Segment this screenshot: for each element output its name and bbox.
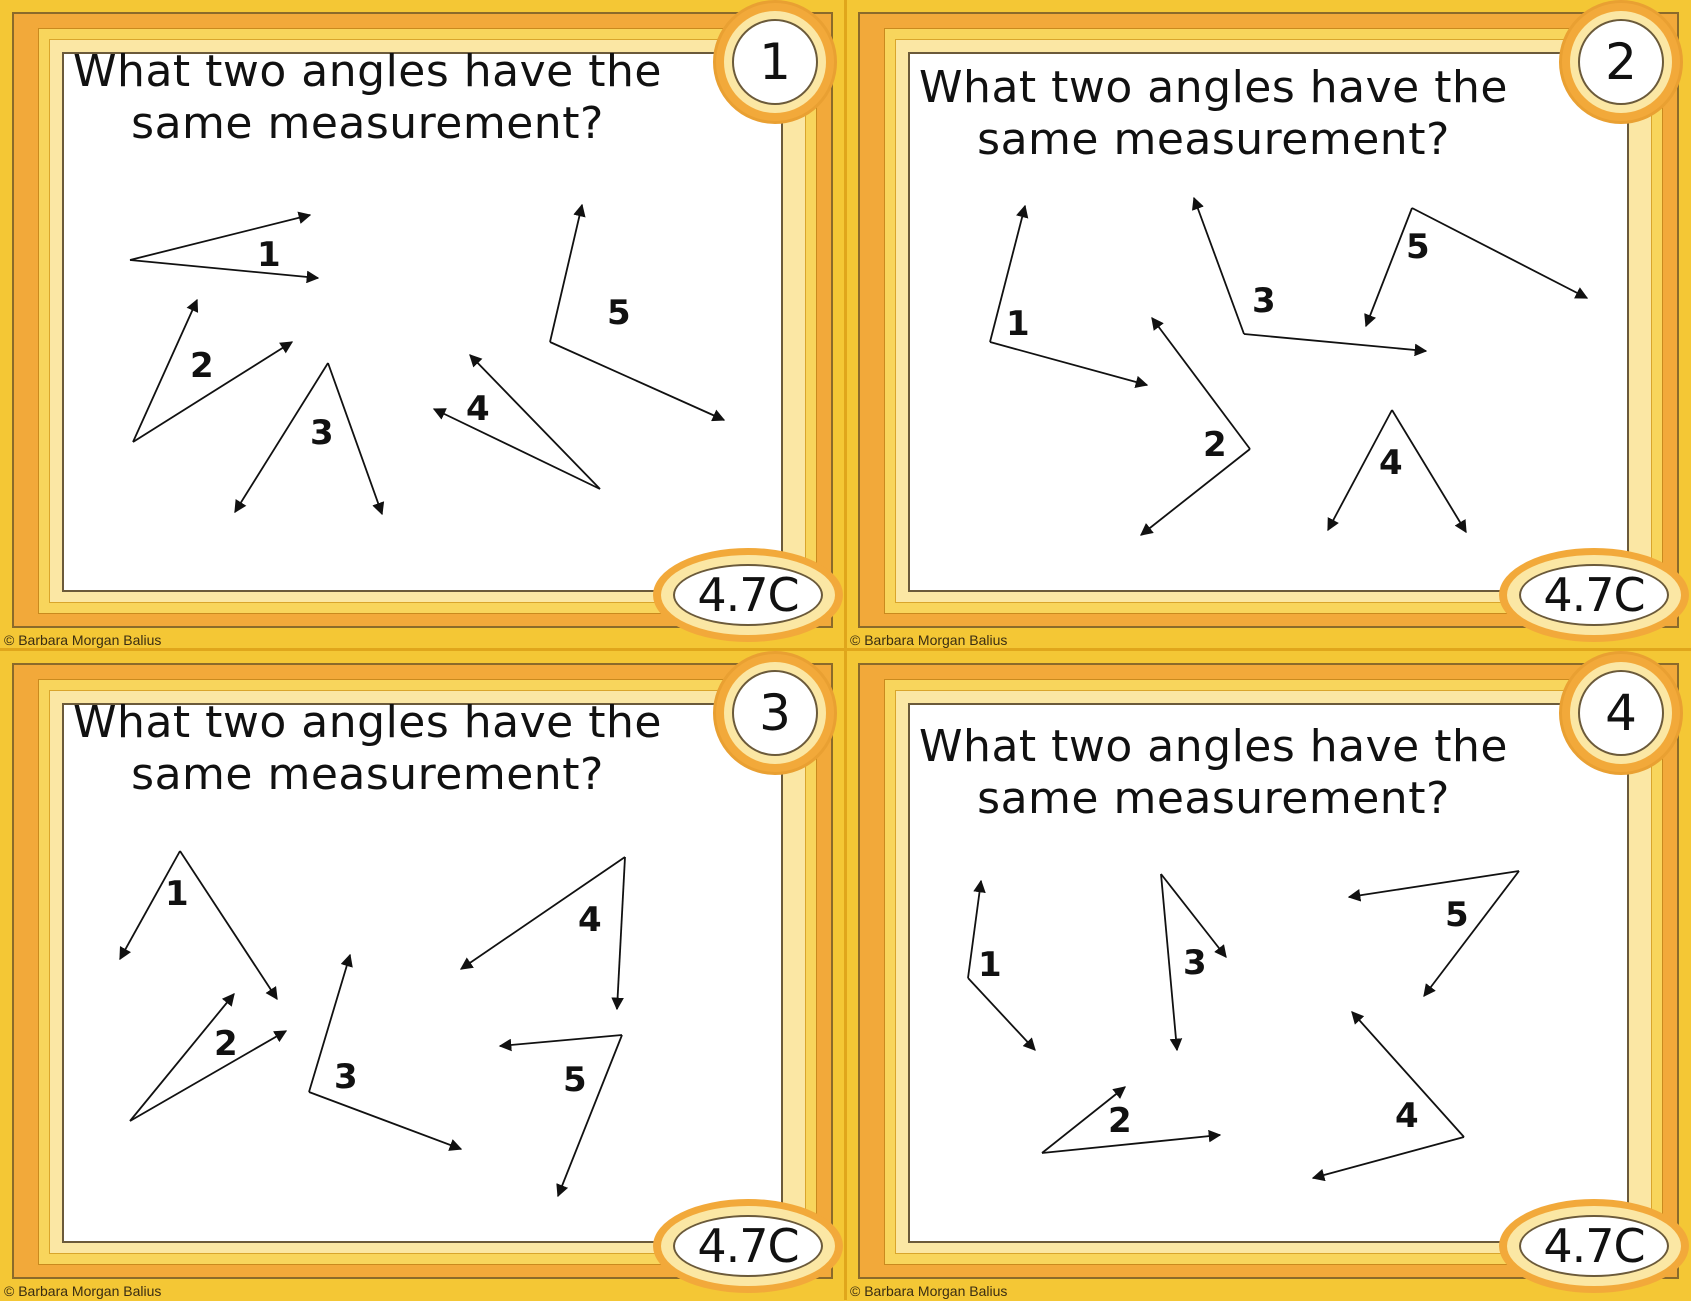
standard-code: 4.7C — [1519, 564, 1669, 626]
copyright-text: © Barbara Morgan Balius — [4, 1283, 162, 1299]
card-number: 4 — [1578, 670, 1664, 756]
standard-code: 4.7C — [673, 1215, 823, 1277]
angle-4 — [434, 355, 600, 489]
angle-label-3: 3 — [310, 413, 334, 453]
angle-label-5: 5 — [1406, 227, 1430, 267]
angle-label-3: 3 — [1183, 943, 1207, 983]
angle-3 — [235, 363, 382, 514]
angle-1 — [120, 851, 277, 999]
card-number: 3 — [732, 670, 818, 756]
copyright-text: © Barbara Morgan Balius — [850, 632, 1008, 648]
standard-badge — [1499, 1199, 1689, 1293]
question-text: What two angles have the same measurement? — [73, 46, 662, 149]
card-number-badge — [1559, 0, 1683, 124]
angle-2 — [130, 994, 286, 1121]
angle-label-1: 1 — [165, 874, 189, 914]
standard-code: 4.7C — [673, 564, 823, 626]
angle-3 — [309, 955, 461, 1149]
angle-4 — [1313, 1012, 1464, 1178]
angle-label-4: 4 — [578, 900, 602, 940]
angle-label-4: 4 — [1379, 443, 1403, 483]
question-text: What two angles have the same measurement? — [919, 62, 1508, 165]
angle-label-2: 2 — [1203, 425, 1227, 465]
angle-label-4: 4 — [466, 389, 490, 429]
angle-5 — [500, 1035, 622, 1196]
task-card-4 — [846, 651, 1691, 1301]
angle-label-2: 2 — [214, 1024, 238, 1064]
angle-label-1: 1 — [1006, 304, 1030, 344]
card-number-badge — [713, 0, 837, 124]
angle-5 — [1349, 871, 1519, 996]
angle-5 — [1366, 208, 1587, 326]
copyright-text: © Barbara Morgan Balius — [4, 632, 162, 648]
standard-badge — [1499, 548, 1689, 642]
standard-code: 4.7C — [1519, 1215, 1669, 1277]
card-divider-horizontal — [0, 648, 1691, 651]
angle-label-5: 5 — [1445, 895, 1469, 935]
angle-label-2: 2 — [190, 346, 214, 386]
angle-label-3: 3 — [1252, 281, 1276, 321]
angle-1 — [990, 206, 1147, 385]
copyright-text: © Barbara Morgan Balius — [850, 1283, 1008, 1299]
standard-badge — [653, 548, 843, 642]
angle-1 — [130, 215, 318, 278]
angle-label-1: 1 — [257, 235, 281, 275]
card-number: 2 — [1578, 19, 1664, 105]
card-number: 1 — [732, 19, 818, 105]
angle-label-5: 5 — [607, 293, 631, 333]
question-text: What two angles have the same measurement? — [919, 721, 1508, 824]
standard-badge — [653, 1199, 843, 1293]
angle-5 — [550, 205, 724, 420]
task-card-3 — [0, 651, 845, 1301]
angle-3 — [1194, 198, 1426, 351]
angle-2 — [1141, 318, 1250, 535]
angle-label-1: 1 — [978, 945, 1002, 985]
card-number-badge — [1559, 651, 1683, 775]
angle-label-3: 3 — [334, 1057, 358, 1097]
question-text: What two angles have the same measurement? — [73, 697, 662, 800]
task-card-2 — [846, 0, 1691, 650]
task-card-1 — [0, 0, 845, 650]
card-number-badge — [713, 651, 837, 775]
angle-label-2: 2 — [1108, 1101, 1132, 1141]
angle-label-4: 4 — [1395, 1096, 1419, 1136]
angle-label-5: 5 — [563, 1060, 587, 1100]
